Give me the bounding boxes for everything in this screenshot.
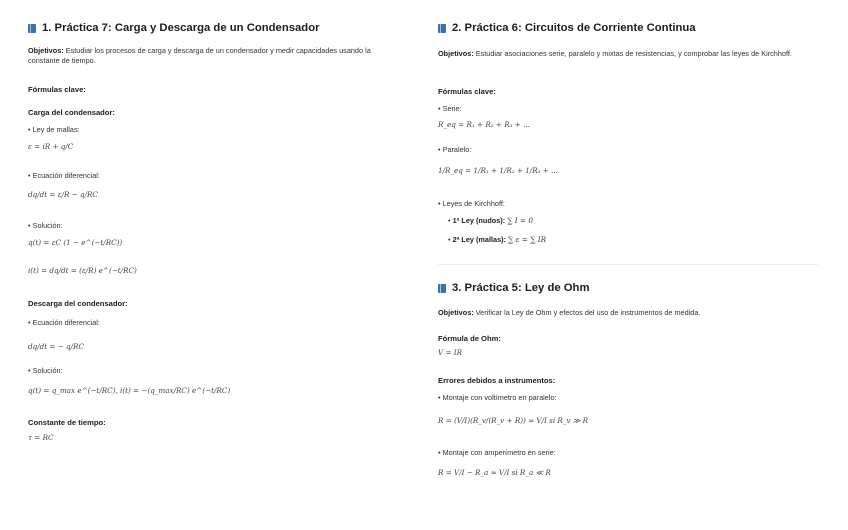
objectives-text: Estudiar asociaciones serie, paralelo y mixtas de resistencias, y comprobar las leyes de Kirchhoff. xyxy=(475,49,792,58)
series-label: • Serie: xyxy=(438,104,462,113)
mesh-formula: ε = iR + q/C xyxy=(28,142,74,151)
section-title-practica-5 xyxy=(438,282,590,294)
charge-heading: Carga del condensador: xyxy=(28,108,115,117)
law1-label: 1ª Ley (nudos): xyxy=(452,216,506,225)
discharge-diff-formula: dq/dt = − q/RC xyxy=(28,342,84,351)
book-icon xyxy=(28,24,36,33)
series-formula: R_eq = R₁ + R₂ + R₃ + ... xyxy=(438,120,530,129)
law1-formula: ∑ I = 0 xyxy=(507,216,534,225)
ammeter-formula: R = V/I − R_a ≈ V/I si R_a ≪ R xyxy=(438,468,551,477)
objectives-3 xyxy=(438,308,700,318)
key-formulas-heading: Fórmulas clave: xyxy=(438,87,496,96)
solution-label: • Solución: xyxy=(28,221,63,230)
key-formulas-heading: Fórmulas clave: xyxy=(28,85,86,94)
discharge-solution-formula: q(t) = q_max e^(−t/RC), i(t) = −(q_max/RC) e^(−t/RC) xyxy=(28,386,231,395)
book-icon xyxy=(438,284,446,293)
parallel-formula: 1/R_eq = 1/R₁ + 1/R₂ + 1/R₃ + ... xyxy=(438,166,558,175)
ammeter-label: • Montaje con amperímetro en serie: xyxy=(438,448,556,457)
parallel-label: • Paralelo: xyxy=(438,145,472,154)
objectives-label: Objetivos: xyxy=(438,308,474,317)
section-title-text: 2. Práctica 6: Circuitos de Corriente Continua xyxy=(452,22,696,34)
objectives-label: Objetivos: xyxy=(28,46,64,55)
time-constant-heading: Constante de tiempo: xyxy=(28,418,106,427)
mesh-law-label: • Ley de mallas: xyxy=(28,125,80,134)
diff-eq-formula: dq/dt = ε/R − q/RC xyxy=(28,190,98,199)
time-constant-formula: τ = RC xyxy=(28,433,54,442)
diff-eq-label: • Ecuación diferencial: xyxy=(28,171,100,180)
discharge-solution-label: • Solución: xyxy=(28,366,63,375)
book-icon xyxy=(438,24,446,33)
discharge-heading: Descarga del condensador: xyxy=(28,299,128,308)
objectives-text: Verificar la Ley de Ohm y efectos del uso de instrumentos de medida. xyxy=(475,308,701,317)
section-title-practica-7 xyxy=(28,22,320,34)
kirchhoff-label: • Leyes de Kirchhoff: xyxy=(438,199,505,208)
section-title-text: 1. Práctica 7: Carga y Descarga de un Condensador xyxy=(42,22,320,34)
objectives-label: Objetivos: xyxy=(438,49,474,58)
errors-heading: Errores debidos a instrumentos: xyxy=(438,376,556,385)
section-divider xyxy=(438,264,818,265)
voltmeter-formula: R = (V/I)(R_v/(R_v + R)) ≈ V/I si R_v ≫ R xyxy=(438,416,589,425)
ohm-formula: V = IR xyxy=(438,348,463,357)
section-title-practica-6 xyxy=(438,22,696,34)
kirchhoff-law-1: • 1ª Ley (nudos): ∑ I = 0 xyxy=(448,216,534,225)
kirchhoff-law-2: • 2ª Ley (mallas): ∑ ε = ∑ IR xyxy=(448,235,547,244)
discharge-diff-label: • Ecuación diferencial: xyxy=(28,318,100,327)
i-solution-formula: i(t) = dq/dt = (ε/R) e^(−t/RC) xyxy=(28,266,137,275)
objectives xyxy=(438,49,810,59)
q-solution-formula: q(t) = εC (1 − e^(−t/RC)) xyxy=(28,238,123,247)
law2-formula: ∑ ε = ∑ IR xyxy=(508,235,547,244)
objectives xyxy=(28,46,388,66)
section-title-text: 3. Práctica 5: Ley de Ohm xyxy=(452,282,590,294)
law2-label: 2ª Ley (mallas): xyxy=(452,235,506,244)
ohm-heading: Fórmula de Ohm: xyxy=(438,334,501,343)
voltmeter-label: • Montaje con voltímetro en paralelo: xyxy=(438,393,557,402)
objectives-text: Estudiar los procesos de carga y descarga de un condensador y medir capacidades usando la constante de tiempo. xyxy=(28,46,371,65)
